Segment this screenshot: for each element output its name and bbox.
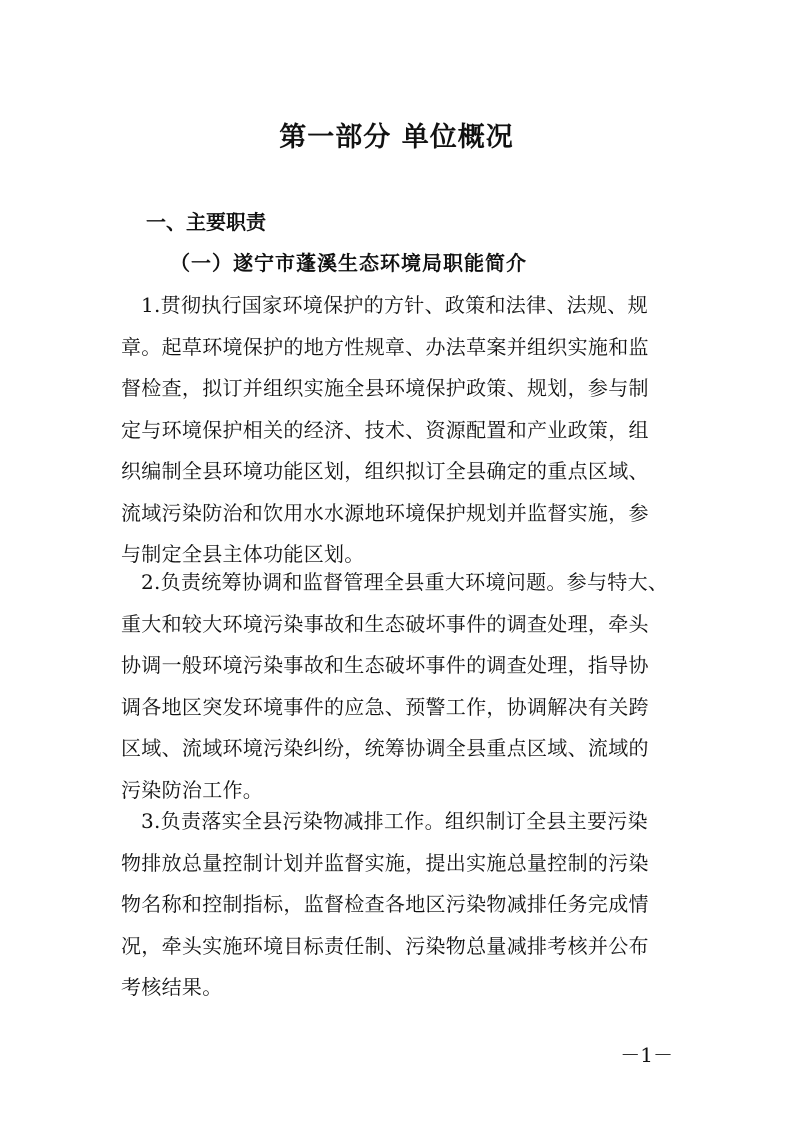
paragraph-line: 况，牵头实施环境目标责任制、污染物总量减排考核并公布 [121, 933, 649, 958]
paragraph-line: 流域污染防治和饮用水水源地环境保护规划并监督实施，参 [121, 500, 649, 525]
page-number: －1－ [620, 1043, 673, 1067]
paragraph-3 [121, 801, 677, 1009]
paragraph-line: 考核结果。 [121, 975, 223, 999]
paragraph-line: 2.负责统筹协调和监督管理全县重大环境问题。参与特大、 [141, 570, 669, 594]
paragraph-line: 协调一般环境污染事故和生态破坏事件的调查处理，指导协 [121, 653, 649, 677]
paragraph-2 [121, 562, 677, 811]
paragraph-line: 3.负责落实全县污染物减排工作。组织制订全县主要污染 [141, 809, 648, 833]
page-title: 第一部分 单位概况 [279, 122, 514, 153]
paragraph-line: 物排放总量控制计划并监督实施，提出实施总量控制的污染 [121, 850, 649, 875]
paragraph-line: 督检查，拟订并组织实施全县环境保护政策、规划，参与制 [121, 376, 649, 400]
section-heading: 一、主要职责 [146, 210, 266, 234]
paragraph-line: 物名称和控制指标，监督检查各地区污染物减排任务完成情 [121, 892, 649, 916]
paragraph-line: 调各地区突发环境事件的应急、预警工作，协调解决有关跨 [121, 694, 649, 719]
paragraph-1 [121, 285, 677, 576]
paragraph-line: 1.贯彻执行国家环境保护的方针、政策和法律、法规、规 [141, 293, 648, 317]
paragraph-line: 织编制全县环境功能区划，组织拟订全县确定的重点区域、 [121, 459, 649, 483]
paragraph-line: 定与环境保护相关的经济、技术、资源配置和产业政策，组 [121, 417, 649, 442]
paragraph-line: 与制定全县主体功能区划。 [121, 542, 365, 566]
paragraph-line: 污染防治工作。 [121, 777, 264, 802]
paragraph-line: 区域、流域环境污染纠纷，统筹协调全县重点区域、流域的 [121, 736, 649, 760]
subsection-heading: （一）遂宁市蓬溪生态环境局职能简介 [170, 251, 527, 275]
paragraph-line: 重大和较大环境污染事故和生态破坏事件的调查处理，牵头 [121, 611, 649, 636]
paragraph-line: 章。起草环境保护的地方性规章、办法草案并组织实施和监 [121, 334, 649, 359]
